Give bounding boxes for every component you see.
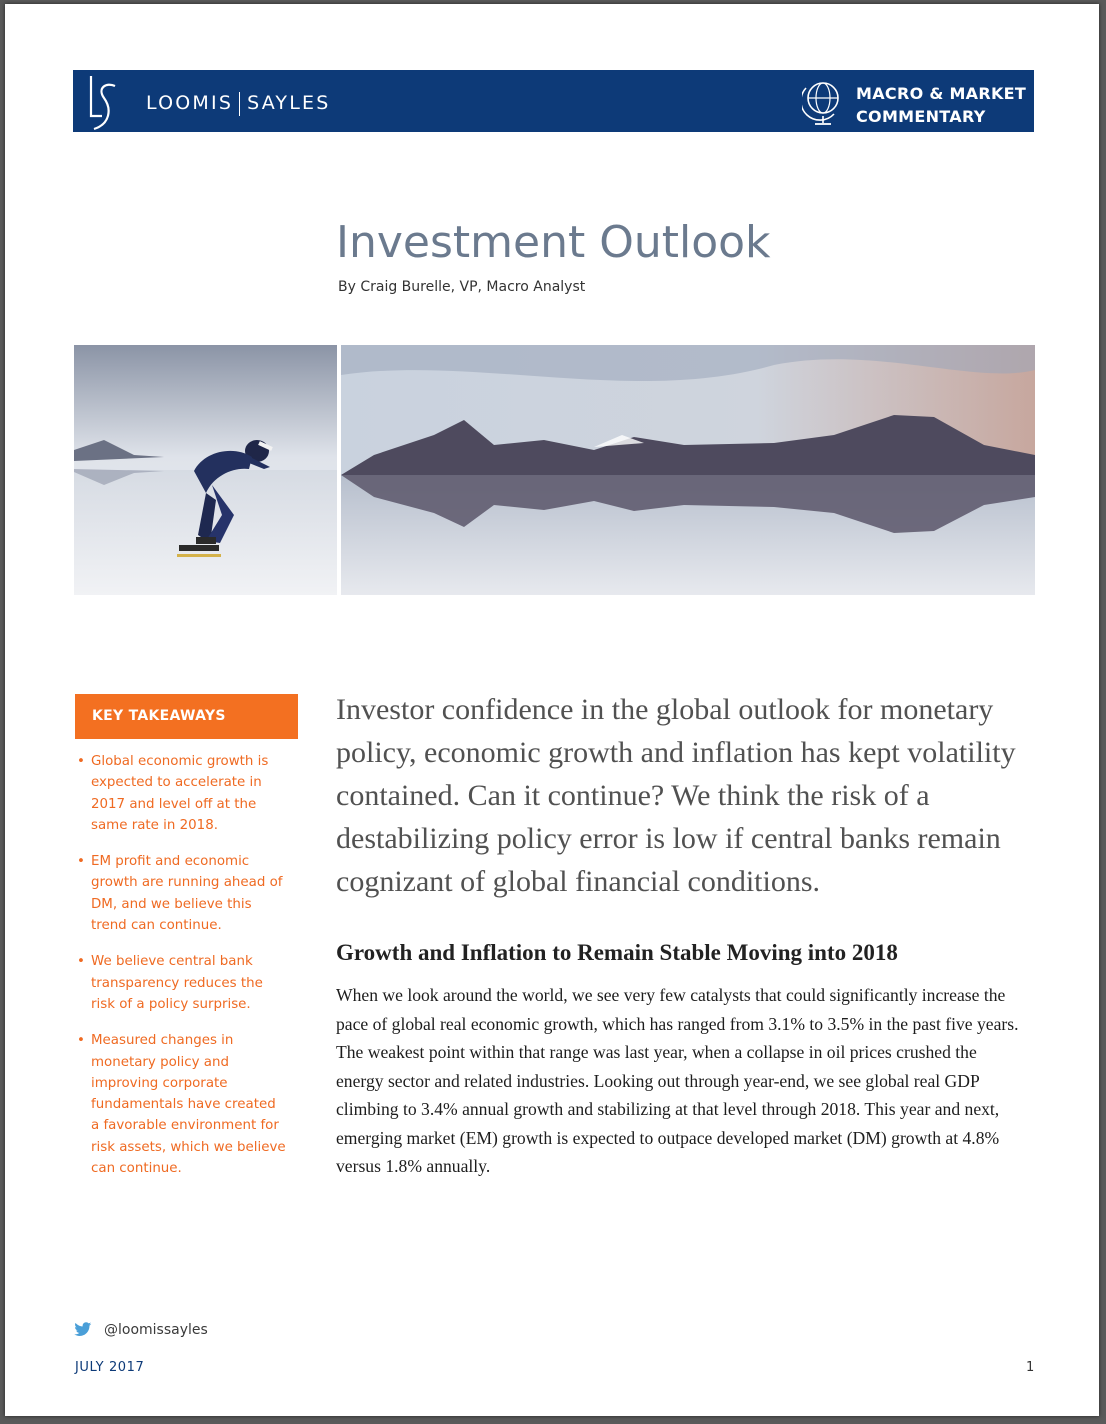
list-item [77, 1030, 287, 1179]
bullet-icon: • [77, 754, 85, 769]
key-takeaways-list [77, 751, 287, 1194]
takeaway-text: Measured changes in monetary policy and improving corporate fundamentals have created a favorable environment for risk assets, which we believe can continue. [91, 1033, 286, 1177]
page-title: Investment Outlook [336, 217, 771, 268]
takeaway-text: Global economic growth is expected to accelerate in 2017 and level off at the same rate in 2018. [91, 754, 269, 833]
loomis-sayles-logo-icon [82, 72, 122, 132]
hero-right-panel [341, 345, 1035, 595]
body-paragraph: When we look around the world, we see very few catalysts that could significantly increase the pace of global real economic growth, which has ranged from 3.1% to 3.5% in the past five years. The weakest point within that range was last year, when a collapse in oil prices crushed the energy sector and related industries. Looking out through year-end, we see global real GDP climbing to 3.4% annual growth and stabilizing at that level through 2018. This year and next, emerging market (EM) growth is expected to outpace developed market (DM) growth at 4.8% versus 1.8% annually. [336, 985, 1019, 1176]
lead-paragraph: Investor confidence in the global outlook for monetary policy, economic growth and inflation has kept volatility contained. Can it continue? We think the risk of a destabilizing policy error is low if central banks remain cognizant of global financial conditions. [336, 693, 1016, 898]
brand-divider [239, 92, 240, 116]
brand-wordmark [146, 90, 330, 116]
hero-image [74, 345, 1035, 595]
series-label [856, 82, 1026, 128]
publication-date: JULY 2017 [75, 1360, 145, 1375]
series-label-line2: COMMENTARY [856, 107, 986, 126]
section-heading: Growth and Inflation to Remain Stable Moving into 2018 [336, 940, 898, 965]
key-takeaways-heading: KEY TAKEAWAYS [75, 694, 298, 739]
bullet-icon: • [77, 854, 85, 870]
series-label-line1: MACRO & MARKET [856, 84, 1027, 103]
bullet-icon: • [77, 954, 85, 970]
globe-icon [802, 78, 844, 128]
twitter-handle[interactable]: @loomissayles [104, 1322, 208, 1338]
twitter-icon[interactable] [74, 1322, 92, 1337]
brand-name-right: SAYLES [247, 92, 331, 114]
page-number: 1 [1026, 1360, 1035, 1375]
list-item [77, 951, 287, 1015]
takeaway-text: EM profit and economic growth are running ahead of DM, and we believe this trend can continue. [91, 854, 283, 934]
list-item [77, 751, 287, 836]
takeaway-text: We believe central bank transparency reduces the risk of a policy surprise. [91, 954, 263, 1012]
bullet-icon: • [77, 1033, 85, 1049]
hero-left-panel [74, 345, 337, 595]
brand-name-left: LOOMIS [146, 92, 234, 114]
list-item [77, 851, 287, 936]
author-byline: By Craig Burelle, VP, Macro Analyst [338, 279, 586, 295]
